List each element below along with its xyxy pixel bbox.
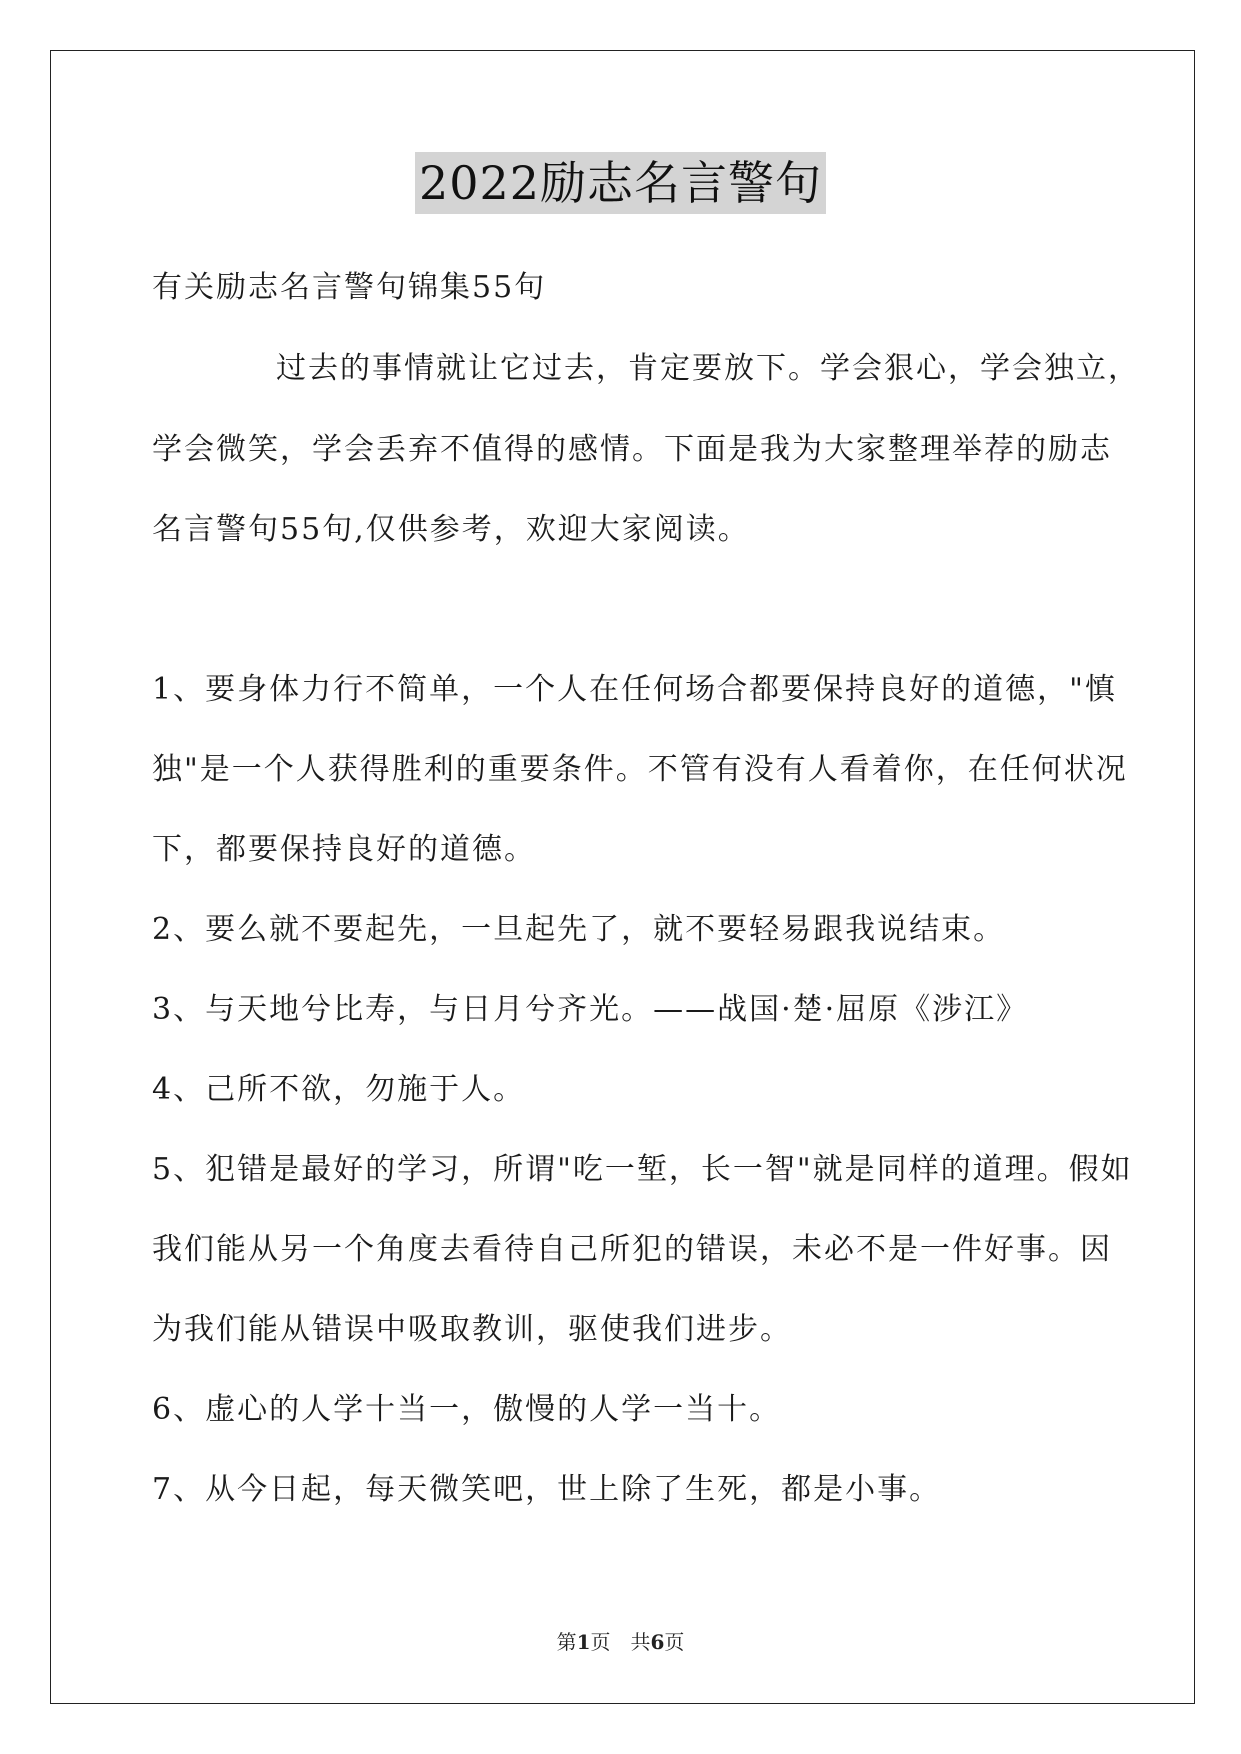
page-footer [0,1628,1241,1656]
footer-total-pages: 6 [650,1630,665,1654]
title-container [0,152,1241,214]
quote-line: 6、虚心的人学十当一，傲慢的人学一当十。 [152,1392,782,1427]
quote-line: 5、犯错是最好的学习，所谓"吃一堑，长一智"就是同样的道理。假如 [152,1152,1133,1187]
intro-line-2: 学会微笑，学会丢弃不值得的感情。下面是我为大家整理举荐的励志 [152,432,1112,467]
footer-prefix: 第 [556,1630,577,1654]
quote-line: 1、要身体力行不简单，一个人在任何场合都要保持良好的道德，"慎 [152,672,1117,707]
footer-suffix: 页 [664,1630,685,1654]
quote-line: 4、己所不欲，勿施于人。 [152,1072,526,1107]
quote-line: 我们能从另一个角度去看待自己所犯的错误，未必不是一件好事。因 [152,1232,1112,1267]
document-subtitle: 有关励志名言警句锦集55句 [152,270,547,305]
quote-line: 3、与天地兮比寿，与日月兮齐光。——战国·楚·屈原《涉江》 [152,992,1029,1027]
quote-line: 下，都要保持良好的道德。 [152,832,536,867]
intro-line-3: 名言警句55句,仅供参考，欢迎大家阅读。 [152,512,750,547]
intro-line-1: 过去的事情就让它过去，肯定要放下。学会狠心，学会独立， [276,351,1140,386]
quote-line: 为我们能从错误中吸取教训，驱使我们进步。 [152,1312,792,1347]
quote-line: 2、要么就不要起先，一旦起先了，就不要轻易跟我说结束。 [152,912,1006,947]
document-title: 2022励志名言警句 [415,152,826,214]
footer-mid: 页 共 [590,1630,651,1654]
footer-current-page: 1 [576,1630,591,1654]
quote-line: 7、从今日起，每天微笑吧，世上除了生死，都是小事。 [152,1472,942,1507]
quote-line: 独"是一个人获得胜利的重要条件。不管有没有人看着你，在任何状况 [152,752,1128,787]
